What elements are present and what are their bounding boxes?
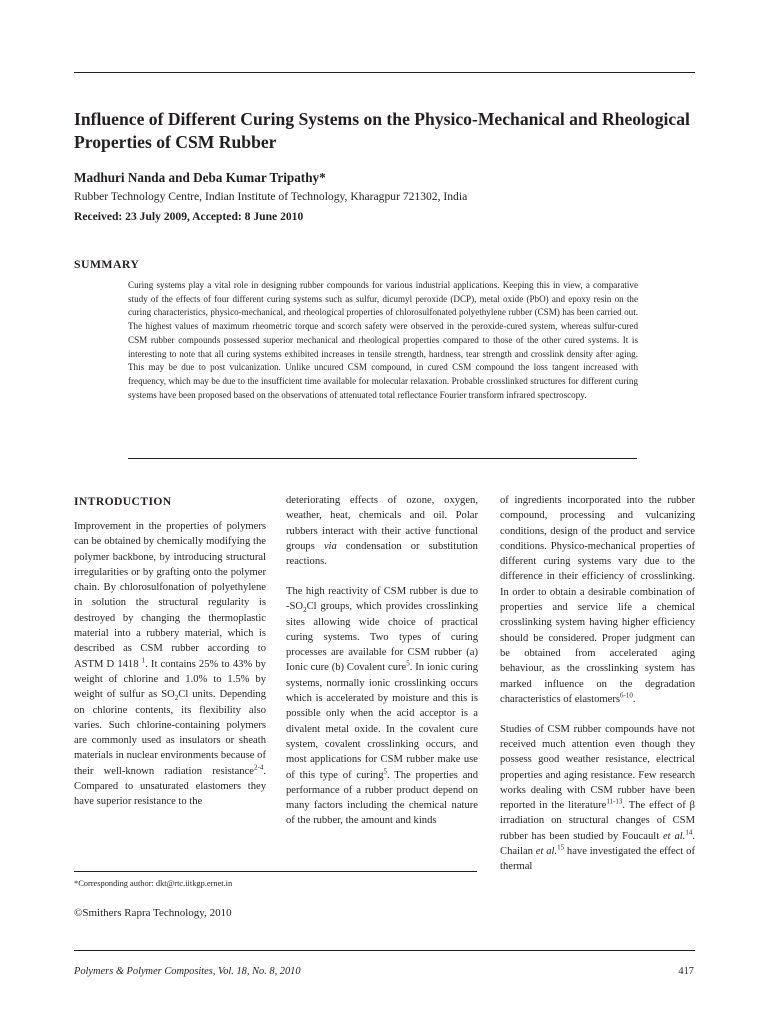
- subscript: 2: [303, 606, 307, 615]
- reference: 1: [141, 656, 146, 665]
- text-run: The high reactivity of CSM rubber is due to -SO: [286, 585, 478, 613]
- footnote-rule: [74, 871, 477, 872]
- reference: 6-10: [620, 691, 633, 700]
- text-run: deteriorating effects of ozone, oxygen, weather, heat, chemicals and oil. Polar rubbers interact with their active functional groups: [286, 495, 478, 552]
- text-run: . The effect of β irradiation on structural changes of CSM rubber has been studied by Foucault: [500, 800, 695, 842]
- authors: Madhuri Nanda and Deba Kumar Tripathy*: [74, 170, 326, 185]
- text-run: Cl units. Depending on chlorine contents, its flexibility also varies. Such chlorine-containing polymers are commonly used as insulators or sheath materials in nuclear environments because of their well-known radiation resistance: [74, 689, 266, 777]
- column-1: [74, 519, 266, 810]
- text-run: .: [632, 693, 636, 705]
- text-run: . The properties and performance of a rubber product depend on many factors including the chemical nature of the rubber, the amount and kinds: [286, 769, 479, 827]
- text-run: Improvement in the properties of polymers can be obtained by chemically modifying the polymer backbone, by introducing structural irregularities or by grafting onto the polymer chain. By chlorosulfonation of polyethylene in solution the structural regularity is destroyed by changing the thermoplastic material into a rubbery material, which is described as CSM rubber according to ASTM D 1418: [74, 521, 266, 670]
- reference: 2-4: [254, 763, 264, 772]
- text-run: . In ionic curing systems, normally ionic crosslinking occurs which is accelerated by moisture and this is possible only when the acid acceptor is a divalent metal oxide. In the covalent cure system, covalent crosslinking occurs, and most applications for CSM rubber make use of this type of curing: [286, 662, 479, 781]
- paragraph: [500, 493, 695, 707]
- text-run: have investigated the effect of thermal: [500, 846, 695, 873]
- reference: 5: [406, 659, 410, 668]
- top-rule: [74, 72, 695, 73]
- page-number: 417: [678, 966, 694, 977]
- text-run: of ingredients incorporated into the rubber compound, processing and vulcanizing conditions, design of the product and service conditions. Physico-mechanical properties of different curing systems vary due to the difference in their efficiency of crosslinking. In order to obtain a desirable combination of properties and service life a chemical crosslinking system having higher efficiency should be considered. Proper judgment can be obtained from accelerated aging behaviour, as the crosslinking system has marked influence on the degradation characteristics of elastomers: [500, 495, 695, 705]
- introduction-heading: INTRODUCTION: [74, 495, 172, 508]
- italic-term: via: [323, 540, 337, 552]
- reference: 15: [557, 843, 565, 852]
- copyright-notice: ©Smithers Rapra Technology, 2010: [74, 907, 232, 919]
- paragraph: [500, 722, 695, 875]
- text-run: Studies of CSM rubber compounds have not received much attention even though they possess good weather resistance, electrical properties and aging resistance. Few research works dealing with CSM rubber have been reported in the literature: [500, 723, 695, 812]
- footer-rule: [74, 950, 695, 951]
- summary-rule: [128, 458, 637, 459]
- reference: 14: [685, 828, 693, 837]
- reference: 11-13: [606, 797, 623, 806]
- paragraph: [286, 493, 478, 569]
- italic-term: et al.: [535, 846, 558, 858]
- column-3: [500, 493, 695, 875]
- column-2: [286, 493, 478, 829]
- italic-term: et al.: [662, 830, 686, 842]
- subscript: 2: [174, 694, 179, 703]
- journal-citation: Polymers & Polymer Composites, Vol. 18, No. 8, 2010: [74, 966, 301, 977]
- paragraph: [74, 519, 266, 810]
- text-run: condensation or substitution reactions.: [286, 540, 478, 568]
- paper-title: Influence of Different Curing Systems on the Physico-Mechanical and Rheological Properties of CSM Rubber: [74, 109, 690, 152]
- summary-heading: SUMMARY: [74, 257, 140, 271]
- corresponding-author-footnote: *Corresponding author: dkt@rtc.iitkgp.ernet.in: [74, 879, 233, 888]
- affiliation: Rubber Technology Centre, Indian Institute of Technology, Kharagpur 721302, India: [74, 190, 468, 203]
- reference: 5: [383, 767, 387, 776]
- text-run: Cl groups, which provides crosslinking sites allowing wide choice of practical curing systems. Two types of curing processes are available for CSM rubber (a) Ionic cure (b) Covalent cure: [286, 601, 478, 674]
- text-run: . Compared to unsaturated elastomers they have superior resistance to the: [74, 765, 266, 808]
- text-run: . It contains 25% to 43% by weight of chlorine and 1.0% to 1.5% by weight of sulfur as SO: [74, 658, 266, 701]
- paragraph: [286, 584, 478, 829]
- received-dates: Received: 23 July 2009, Accepted: 8 June 2010: [74, 210, 304, 223]
- text-run: . Chailan: [500, 830, 695, 858]
- summary-text: Curing systems play a vital role in designing rubber compounds for various industrial applications. Keeping this in view, a comparative study of the effects of four different curing systems such as sulfur, dicumyl peroxide (DCP), metal oxide (PbO) and epoxy resin on the curing characteristics, physico-mechanical, and rheological properties of chlorosulfonated polyethylene rubber (CSM) has been carried out. The highest values of maximum rheometric torque and scorch safety were observed in the peroxide-cured system, whereas sulfur-cured CSM rubber compounds possessed superior mechanical and rheological properties compared to those of the other cured systems. It is interesting to note that all curing systems exhibited increases in tensile strength, hardness, tear strength and crosslink density after aging. This may be due to post vulcanization. Unlike uncured CSM compound, in cured CSM compound the loss tangent increased with frequency, which may be due to the insufficient time available for molecular relaxation. Probable crosslinked structures for different curing systems have been proposed based on the observations of attenuated total reflectance Fourier transform infrared spectroscopy.: [128, 280, 638, 400]
